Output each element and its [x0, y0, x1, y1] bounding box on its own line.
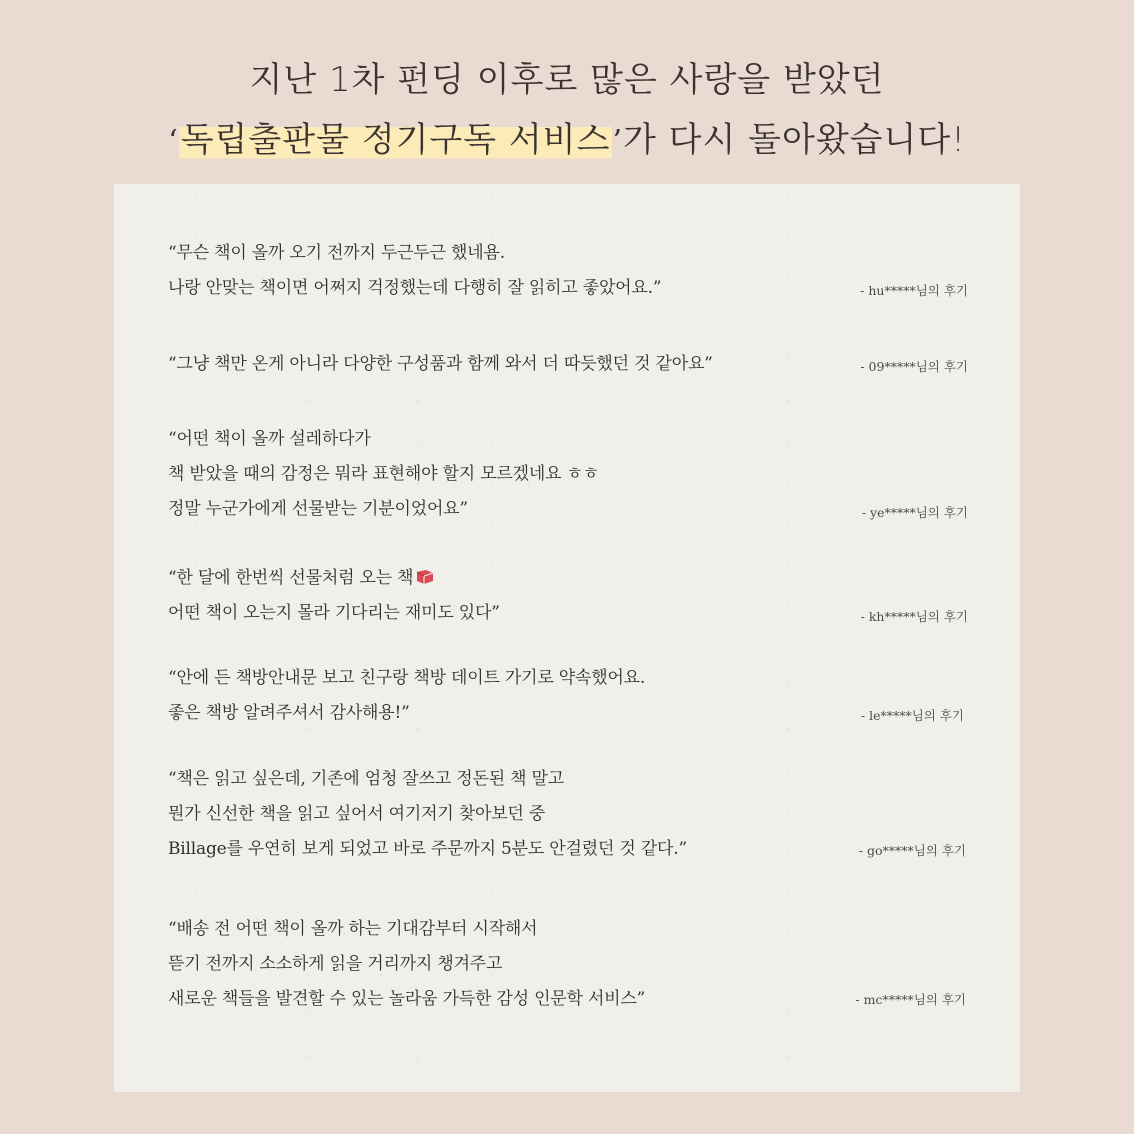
review-item: [168, 347, 1008, 382]
review-line: 뜯기 전까지 소소하게 읽을 거리까지 챙겨주고: [168, 954, 503, 974]
review-author: - kh*****님의 후기: [860, 609, 968, 624]
review-line: “안에 든 책방안내문 보고 친구랑 책방 데이트 가기로 약속했어요.: [168, 668, 646, 688]
review-author: - go*****님의 후기: [858, 843, 966, 858]
book-icon: [415, 569, 435, 585]
review-line: 뭔가 신선한 책을 읽고 싶어서 여기저기 찾아보던 중: [168, 804, 546, 824]
review-item: [168, 762, 1008, 867]
review-author: - hu*****님의 후기: [860, 283, 968, 298]
review-line: [168, 561, 1008, 596]
review-line: 나랑 안맞는 책이면 어쩌지 걱정했는데 다행히 잘 읽히고 좋았어요.”: [168, 278, 662, 298]
close-quote: ’: [612, 124, 623, 159]
review-author: - ye*****님의 후기: [861, 505, 968, 520]
review-line: “그냥 책만 온게 아니라 다양한 구성품과 함께 와서 더 따듯했던 것 같아요”: [168, 354, 713, 374]
review-line: 책 받았을 때의 감정은 뭐라 표현해야 할지 모르겠네요 ㅎㅎ: [168, 464, 599, 484]
review-line: Billage를 우연히 보게 되었고 바로 주문까지 5분도 안걸렸던 것 같다.”: [168, 839, 687, 859]
review-author: - 09*****님의 후기: [860, 359, 968, 374]
review-item: [168, 422, 1008, 527]
review-line: “어떤 책이 올까 설레하다가: [168, 429, 371, 449]
review-author: - mc*****님의 후기: [855, 992, 966, 1007]
headline-line-2: [0, 112, 1134, 161]
open-quote: ‘: [168, 124, 179, 159]
review-line: 정말 누군가에게 선물받는 기분이었어요”: [168, 499, 468, 519]
review-item: [168, 661, 1008, 731]
review-line: 어떤 책이 오는지 몰라 기다리는 재미도 있다”: [168, 603, 500, 623]
headline-tail: 가 다시 돌아왔습니다!: [623, 120, 966, 160]
review-line-text: “한 달에 한번씩 선물처럼 오는 책: [168, 568, 414, 588]
review-author: - le*****님의 후기: [860, 708, 964, 723]
review-item: [168, 236, 1008, 306]
reviews-card: [114, 184, 1020, 1092]
review-line: 새로운 책들을 발견할 수 있는 놀라움 가득한 감성 인문학 서비스”: [168, 989, 646, 1009]
review-line: “무슨 책이 올까 오기 전까지 두근두근 했네욤.: [168, 243, 505, 263]
headline-line-1: 지난 1차 펀딩 이후로 많은 사랑을 받았던: [249, 60, 885, 100]
review-line: “책은 읽고 싶은데, 기존에 엄청 잘쓰고 정돈된 책 말고: [168, 769, 564, 789]
review-line: “배송 전 어떤 책이 올까 하는 기대감부터 시작해서: [168, 919, 538, 939]
review-item: [168, 912, 1008, 1017]
review-item: [168, 561, 1008, 631]
review-line: 좋은 책방 알려주셔서 감사해용!”: [168, 703, 410, 723]
highlighted-service-name: 독립출판물 정기구독 서비스: [180, 120, 611, 160]
